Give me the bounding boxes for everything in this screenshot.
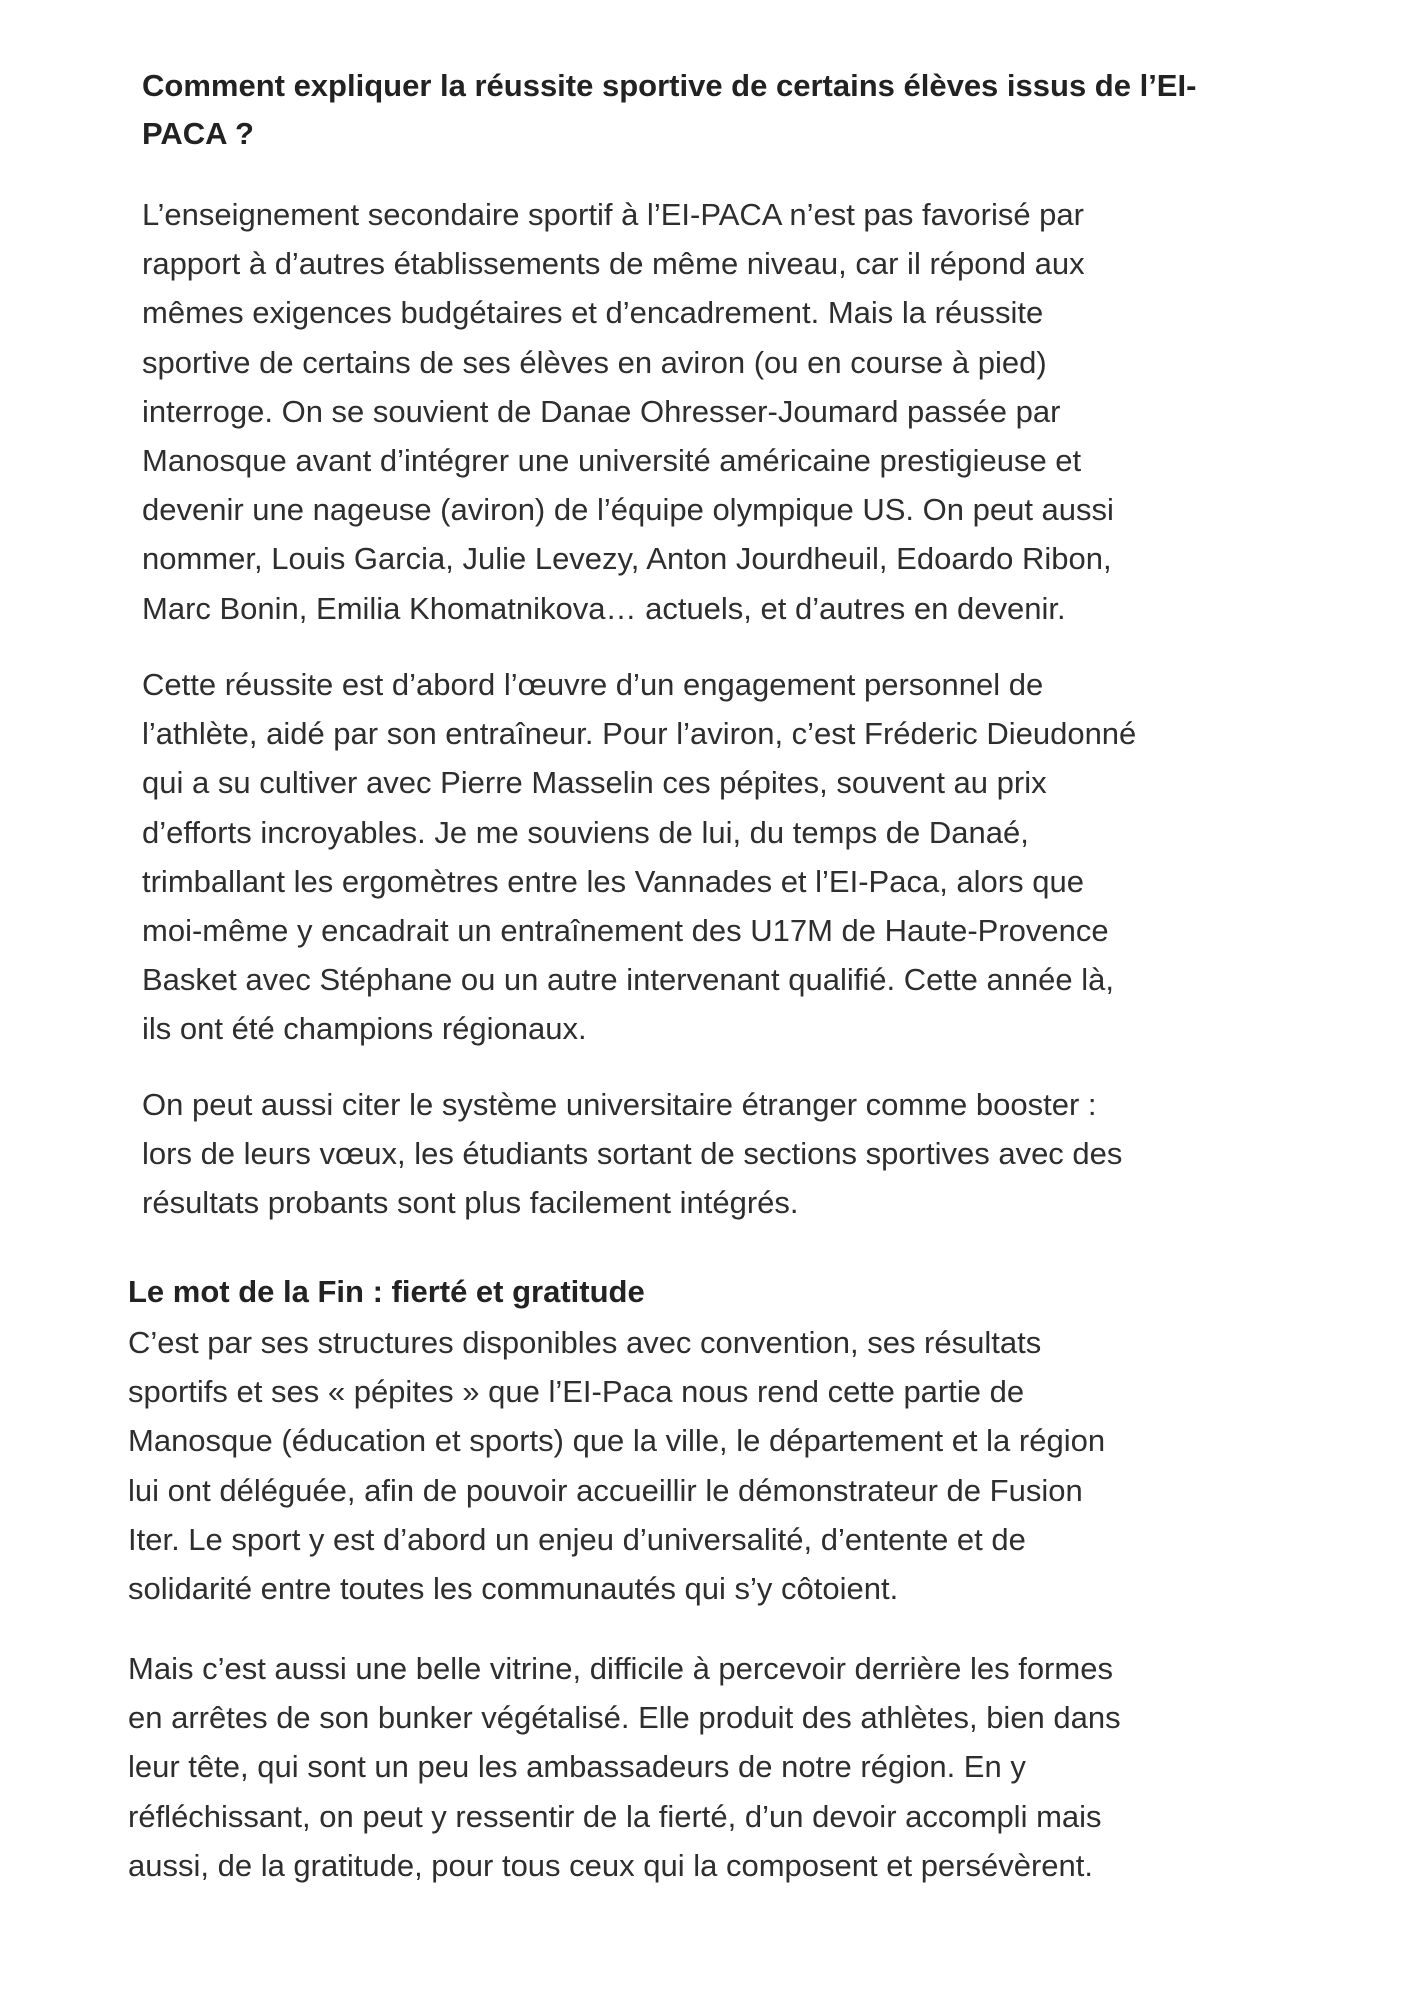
question-section <box>142 62 1302 158</box>
question-heading: Comment expliquer la réussite sportive de certains élèves issus de l’EI- PACA ? <box>142 68 1197 151</box>
paragraph-enseignement: L’enseignement secondaire sportif à l’EI-PACA n’est pas favorisé par rapport à d’autres établissements de même niveau, car il répond aux mêmes exigences budgétaires et d’encadrement. Mais la réussite sportive de certains de ses élèves en aviron (ou en course à pied) interroge. On se souvient de Danae Ohresser-Joumard passée par Manosque avant d’intégrer une université américaine prestigieuse et devenir une nageuse (aviron) de l’équipe olympique US. On peut aussi nommer, Louis Garcia, Julie Levezy, Anton Jourdheuil, Edoardo Ribon, Marc Bonin, Emilia Khomatnikova… actuels, et d’autres en devenir. <box>142 197 1114 626</box>
paragraph-booster: On peut aussi citer le système universitaire étranger comme booster : lors de leurs vœux, les étudiants sortant de sections sportives avec des résultats probants sont plus facilement intégrés. <box>142 1087 1123 1221</box>
paragraph-vitrine: Mais c’est aussi une belle vitrine, difficile à percevoir derrière les formes en arrêtes de son bunker végétalisé. Elle produit des athlètes, bien dans leur tête, qui sont un peu les ambassadeurs de notre région. En y réfléchissant, on peut y ressentir de la fierté, d’un devoir accompli mais aussi, de la gratitude, pour tous ceux qui la composent et persévèrent. <box>128 1651 1121 1883</box>
final-heading: Le mot de la Fin : fierté et gratitude <box>128 1274 645 1309</box>
paragraph-structures: C’est par ses structures disponibles avec convention, ses résultats sportifs et ses « pépites » que l’EI-Paca nous rend cette partie de Manosque (éducation et sports) que la ville, le département et la région lui ont déléguée, afin de pouvoir accueillir le démonstrateur de Fusion Iter. Le sport y est d’abord un enjeu d’universalité, d’entente et de solidarité entre toutes les communautés qui s’y côtoient. <box>128 1325 1106 1607</box>
paragraph-reussite: Cette réussite est d’abord l’œuvre d’un engagement personnel de l’athlète, aidé par son entraîneur. Pour l’aviron, c’est Fréderic Dieudonné qui a su cultiver avec Pierre Masselin ces pépites, souvent au prix d’efforts incroyables. Je me souviens de lui, du temps de Danaé, trimballant les ergomètres entre les Vannades et l’EI-Paca, alors que moi-même y encadrait un entraînement des U17M de Haute-Provence Basket avec Stéphane ou un autre intervenant qualifié. Cette année là, ils ont été champions régionaux. <box>142 667 1137 1047</box>
